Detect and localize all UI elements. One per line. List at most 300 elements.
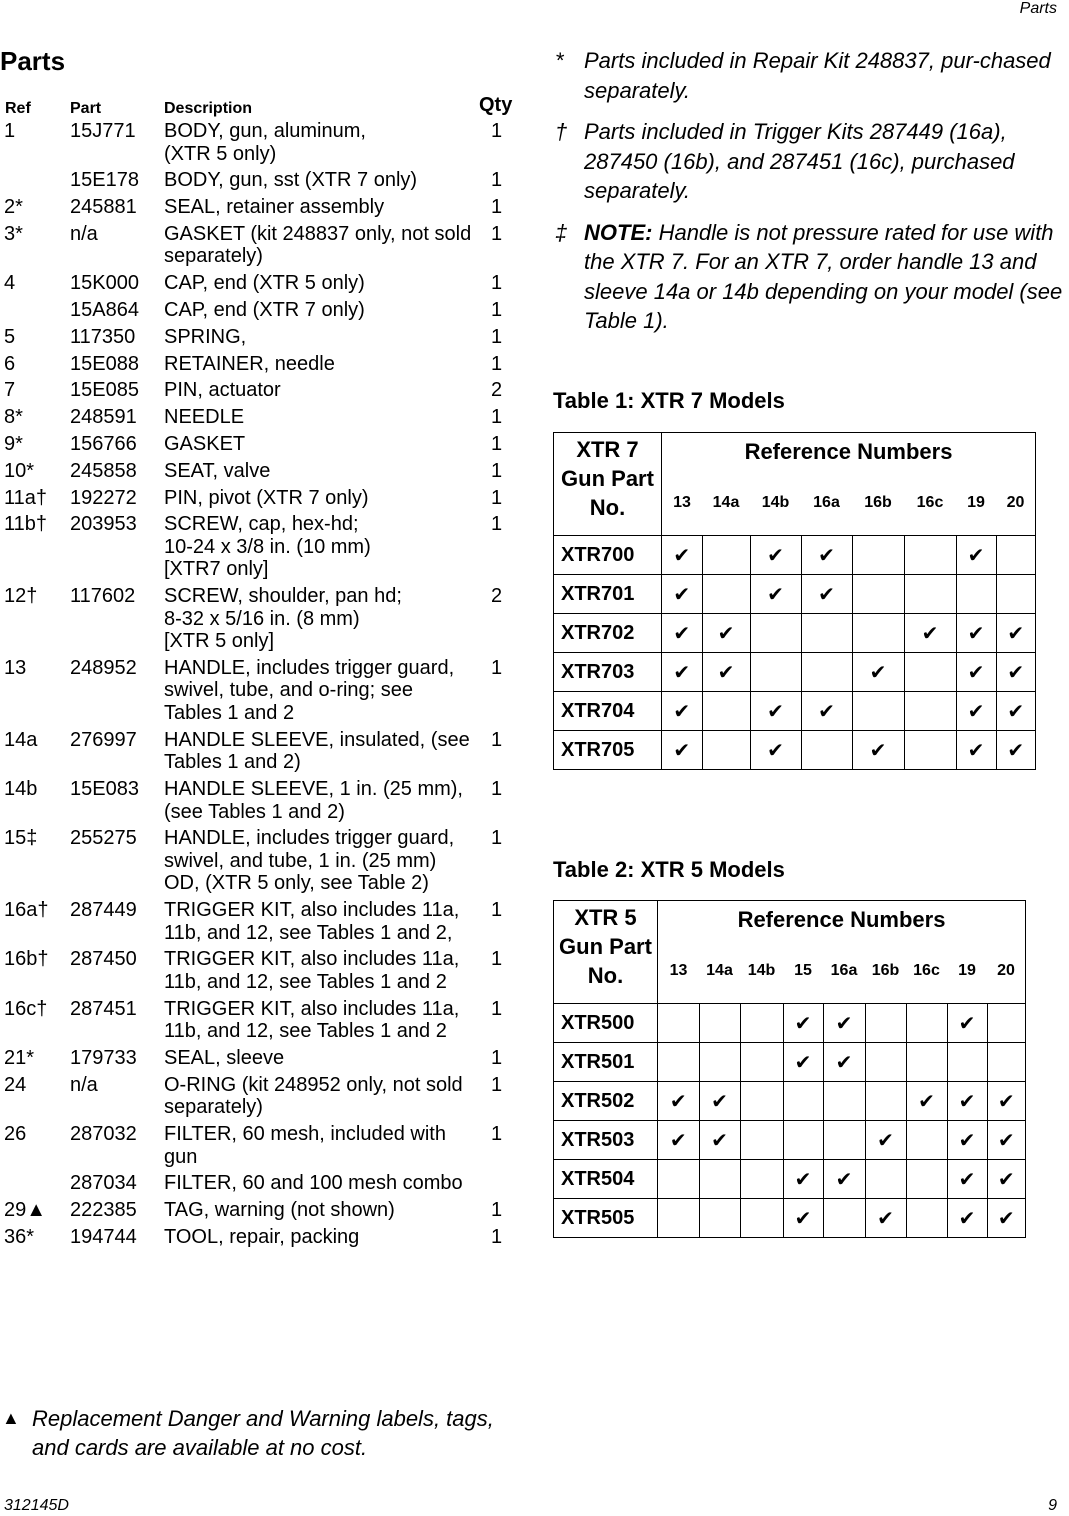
table-row	[554, 653, 1036, 692]
check-mark: ✔	[702, 614, 750, 653]
footnote-text: Parts included in Trigger Kits 287449 (16a), 287450 (16b), and 287451 (16c), purchased separately.	[584, 119, 1015, 203]
part-number: n/a	[70, 1073, 98, 1096]
column-header-part: Part	[70, 100, 102, 117]
check-mark	[740, 1121, 783, 1160]
part-ref: 26	[4, 1123, 27, 1146]
table-header-row	[554, 901, 1026, 940]
check-mark: ✔	[956, 731, 996, 770]
part-ref: 5	[4, 325, 16, 348]
parts-row	[0, 169, 520, 196]
parts-row	[0, 379, 520, 406]
part-number: 245858	[70, 459, 137, 482]
part-number: 287450	[70, 948, 137, 971]
part-qty: 1	[491, 120, 503, 142]
column-header: 19	[947, 939, 987, 1004]
check-mark	[823, 1121, 865, 1160]
document-number: 312145D	[4, 1497, 69, 1514]
part-number: 248952	[70, 656, 137, 679]
column-header: 14a	[702, 471, 750, 536]
check-mark	[699, 1004, 740, 1043]
part-ref: 36*	[4, 1226, 35, 1249]
part-number: n/a	[70, 222, 98, 245]
check-mark	[702, 731, 750, 770]
part-qty: 1	[491, 486, 503, 509]
part-description: RETAINER, needle	[164, 352, 335, 375]
part-ref: 10*	[4, 459, 35, 482]
part-number: 117602	[70, 585, 136, 608]
part-qty: 1	[491, 1226, 503, 1249]
reference-numbers-header: Reference Numbers	[662, 433, 1036, 472]
table-row	[554, 1004, 1026, 1043]
part-number: 15E088	[70, 352, 139, 375]
part-description: FILTER, 60 mesh, included with gun	[164, 1123, 446, 1168]
model-number: XTR503	[554, 1121, 658, 1160]
table1-title: Table 1: XTR 7 Models	[553, 388, 785, 413]
check-mark: ✔	[662, 536, 703, 575]
check-mark	[947, 1043, 987, 1082]
part-number: 276997	[70, 728, 137, 751]
check-mark	[740, 1199, 783, 1238]
check-mark	[740, 1082, 783, 1121]
check-mark: ✔	[750, 731, 801, 770]
check-mark	[865, 1004, 906, 1043]
check-mark: ✔	[662, 653, 703, 692]
part-ref: 12†	[4, 585, 38, 608]
model-number: XTR502	[554, 1082, 658, 1121]
check-mark: ✔	[823, 1160, 865, 1199]
check-mark: ✔	[996, 731, 1036, 770]
check-mark: ✔	[996, 692, 1036, 731]
column-header: 16c	[904, 471, 956, 536]
check-mark: ✔	[750, 575, 801, 614]
column-header-ref: Ref	[5, 100, 31, 117]
part-qty: 1	[491, 298, 503, 321]
part-description: HANDLE, includes trigger guard, swivel, tube, and o-ring; see Tables 1 and 2	[164, 656, 455, 724]
footnote-repair-kit	[555, 46, 1067, 105]
part-description: FILTER, 60 and 100 mesh combo	[164, 1172, 463, 1195]
check-mark: ✔	[852, 731, 904, 770]
page-number: 9	[1048, 1497, 1057, 1514]
column-header: 15	[783, 939, 823, 1004]
check-mark: ✔	[947, 1082, 987, 1121]
check-mark	[904, 536, 956, 575]
part-description: TOOL, repair, packing	[164, 1226, 360, 1249]
part-number: 15J771	[70, 120, 136, 142]
part-ref: 24	[4, 1073, 27, 1096]
check-mark: ✔	[662, 731, 703, 770]
parts-row	[0, 998, 520, 1047]
parts-list-header	[0, 92, 520, 120]
part-number: 203953	[70, 513, 137, 536]
check-mark: ✔	[823, 1043, 865, 1082]
part-ref: 21*	[4, 1047, 35, 1070]
check-mark: ✔	[750, 536, 801, 575]
replacement-labels-note-text: Replacement Danger and Warning labels, tags, and cards are available at no cost.	[32, 1406, 494, 1460]
parts-row	[0, 353, 520, 380]
parts-list-body	[0, 120, 520, 1253]
check-mark	[904, 692, 956, 731]
parts-row	[0, 948, 520, 997]
footnote-text: Handle is not pressure rated for use with the XTR 7. For an XTR 7, order handle 13 and sleeve 14a or 14b depending on your model (see Table 1).	[584, 219, 1063, 333]
part-ref: 14a	[4, 728, 38, 751]
model-number: XTR705	[554, 731, 662, 770]
check-mark: ✔	[906, 1082, 947, 1121]
part-number: 287451	[70, 997, 137, 1020]
column-header-qty: Qty	[479, 94, 513, 116]
check-mark	[956, 575, 996, 614]
check-mark	[658, 1199, 700, 1238]
part-qty: 1	[491, 997, 503, 1020]
running-head: Parts	[1019, 0, 1057, 17]
parts-row	[0, 1123, 520, 1172]
check-mark: ✔	[658, 1121, 700, 1160]
column-header: 16b	[865, 939, 906, 1004]
part-number: 287449	[70, 899, 137, 922]
model-number: XTR501	[554, 1043, 658, 1082]
parts-row	[0, 487, 520, 514]
check-mark: ✔	[947, 1121, 987, 1160]
parts-list	[0, 92, 520, 1253]
check-mark	[906, 1043, 947, 1082]
part-number: 15A864	[70, 298, 139, 321]
table-corner-header: XTR 5 Gun Part No.	[554, 901, 658, 1004]
check-mark: ✔	[987, 1082, 1026, 1121]
check-mark: ✔	[947, 1004, 987, 1043]
part-ref: 4	[4, 272, 16, 295]
check-mark: ✔	[699, 1082, 740, 1121]
column-header: 13	[662, 471, 703, 536]
check-mark	[658, 1004, 700, 1043]
check-mark: ✔	[783, 1160, 823, 1199]
check-mark	[740, 1043, 783, 1082]
check-mark	[702, 536, 750, 575]
check-mark	[906, 1121, 947, 1160]
column-header: 20	[996, 471, 1036, 536]
part-description: HANDLE SLEEVE, 1 in. (25 mm), (see Tables 1 and 2)	[164, 778, 463, 823]
check-mark	[783, 1121, 823, 1160]
part-description: SCREW, cap, hex-hd; 10-24 x 3/8 in. (10 mm) [XTR7 only]	[164, 513, 371, 581]
parts-row	[0, 657, 520, 729]
check-mark	[750, 614, 801, 653]
part-qty: 1	[491, 778, 503, 801]
warning-triangle-icon: ▲	[2, 1408, 20, 1428]
check-mark	[987, 1004, 1026, 1043]
column-header: 14a	[699, 939, 740, 1004]
model-number: XTR703	[554, 653, 662, 692]
check-mark	[852, 692, 904, 731]
check-mark	[865, 1082, 906, 1121]
part-description: TAG, warning (not shown)	[164, 1199, 395, 1222]
part-description: CAP, end (XTR 5 only)	[164, 272, 365, 295]
part-description: SEAT, valve	[164, 459, 271, 482]
check-mark	[699, 1199, 740, 1238]
parts-row	[0, 1074, 520, 1123]
model-number: XTR704	[554, 692, 662, 731]
table-header-row	[554, 433, 1036, 472]
part-number: 179733	[70, 1047, 137, 1070]
model-number: XTR505	[554, 1199, 658, 1238]
part-ref: 3*	[4, 222, 23, 245]
check-mark: ✔	[956, 653, 996, 692]
column-header: 16b	[852, 471, 904, 536]
check-mark	[702, 692, 750, 731]
table-row	[554, 731, 1036, 770]
column-header: 14b	[740, 939, 783, 1004]
parts-row	[0, 272, 520, 299]
replacement-labels-note	[2, 1404, 502, 1462]
check-mark	[740, 1004, 783, 1043]
check-mark	[823, 1082, 865, 1121]
column-header-description: Description	[164, 100, 253, 117]
parts-row	[0, 1199, 520, 1226]
check-mark	[996, 575, 1036, 614]
parts-row	[0, 1047, 520, 1074]
check-mark: ✔	[852, 653, 904, 692]
check-mark	[750, 653, 801, 692]
model-number: XTR701	[554, 575, 662, 614]
part-number: 255275	[70, 827, 137, 850]
model-number: XTR700	[554, 536, 662, 575]
part-number: 248591	[70, 406, 137, 429]
check-mark	[702, 575, 750, 614]
check-mark	[865, 1043, 906, 1082]
part-qty: 1	[491, 656, 503, 679]
check-mark	[852, 614, 904, 653]
check-mark: ✔	[783, 1199, 823, 1238]
part-description: HANDLE SLEEVE, insulated, (see Tables 1 and 2)	[164, 728, 470, 774]
model-number: XTR702	[554, 614, 662, 653]
part-number: 15E178	[70, 169, 139, 192]
parts-row	[0, 406, 520, 433]
part-number: 156766	[70, 432, 137, 455]
part-number: 117350	[70, 325, 136, 348]
part-description: PIN, pivot (XTR 7 only)	[164, 486, 369, 509]
page-title: Parts	[0, 46, 66, 76]
parts-row	[0, 899, 520, 948]
check-mark: ✔	[699, 1121, 740, 1160]
footnote-symbol: †	[555, 119, 568, 144]
check-mark	[904, 731, 956, 770]
parts-row	[0, 513, 520, 585]
part-description: NEEDLE	[164, 406, 245, 429]
table-row	[554, 692, 1036, 731]
table-row	[554, 1199, 1026, 1238]
part-ref: 7	[4, 379, 16, 402]
part-description: PIN, actuator	[164, 379, 281, 402]
check-mark	[783, 1082, 823, 1121]
part-qty: 1	[491, 352, 503, 375]
table-row	[554, 1121, 1026, 1160]
column-header: 16a	[801, 471, 852, 536]
footnote-handle-note	[555, 218, 1067, 336]
check-mark	[658, 1160, 700, 1199]
check-mark	[852, 536, 904, 575]
part-description: HANDLE, includes trigger guard, swivel, and tube, 1 in. (25 mm) OD, (XTR 5 only, see Table 2)	[164, 827, 455, 895]
parts-row	[0, 120, 520, 169]
part-description: O-RING (kit 248952 only, not sold separately)	[164, 1073, 463, 1119]
part-qty: 1	[491, 1047, 503, 1070]
check-mark: ✔	[947, 1199, 987, 1238]
parts-row	[0, 585, 520, 657]
check-mark: ✔	[956, 692, 996, 731]
parts-row	[0, 778, 520, 827]
check-mark	[906, 1004, 947, 1043]
table-row	[554, 1082, 1026, 1121]
part-description: SCREW, shoulder, pan hd; 8-32 x 5/16 in. (8 mm) [XTR 5 only]	[164, 585, 402, 653]
check-mark	[801, 614, 852, 653]
part-number: 15E085	[70, 379, 139, 402]
part-qty: 1	[491, 948, 503, 971]
check-mark: ✔	[801, 575, 852, 614]
check-mark	[906, 1199, 947, 1238]
part-qty: 1	[491, 1073, 503, 1096]
check-mark	[740, 1160, 783, 1199]
part-qty: 1	[491, 196, 503, 219]
check-mark: ✔	[783, 1004, 823, 1043]
part-description: CAP, end (XTR 7 only)	[164, 298, 365, 321]
part-qty: 2	[491, 379, 503, 402]
part-ref: 1	[4, 120, 16, 142]
check-mark: ✔	[662, 575, 703, 614]
part-qty: 1	[491, 899, 503, 922]
part-qty: 1	[491, 432, 503, 455]
column-header: 19	[956, 471, 996, 536]
reference-numbers-header: Reference Numbers	[658, 901, 1026, 940]
check-mark: ✔	[865, 1121, 906, 1160]
check-mark	[904, 575, 956, 614]
table2-xtr5-models	[553, 900, 1026, 1238]
part-ref: 29▲	[4, 1199, 47, 1222]
parts-row	[0, 460, 520, 487]
table1-xtr7-models	[553, 432, 1036, 770]
part-description: BODY, gun, aluminum, (XTR 5 only)	[164, 120, 366, 165]
part-ref: 16b†	[4, 948, 49, 971]
part-ref: 11a†	[4, 486, 48, 509]
check-mark: ✔	[783, 1043, 823, 1082]
check-mark: ✔	[987, 1121, 1026, 1160]
parts-row	[0, 729, 520, 778]
check-mark	[801, 653, 852, 692]
part-qty: 2	[491, 585, 503, 608]
check-mark: ✔	[956, 536, 996, 575]
check-mark: ✔	[658, 1082, 700, 1121]
part-qty: 1	[491, 169, 503, 192]
table-row	[554, 575, 1036, 614]
column-header: 14b	[750, 471, 801, 536]
part-description: SPRING,	[164, 325, 247, 348]
part-number: 192272	[70, 486, 137, 509]
check-mark: ✔	[865, 1199, 906, 1238]
part-number: 194744	[70, 1226, 137, 1249]
part-description: BODY, gun, sst (XTR 7 only)	[164, 169, 418, 192]
check-mark: ✔	[662, 614, 703, 653]
part-description: TRIGGER KIT, also includes 11a, 11b, and 12, see Tables 1 and 2,	[164, 899, 460, 944]
part-ref: 8*	[4, 406, 23, 429]
part-ref: 15‡	[4, 827, 38, 850]
check-mark: ✔	[904, 614, 956, 653]
part-description: GASKET (kit 248837 only, not sold separately)	[164, 222, 472, 268]
part-qty: 1	[491, 728, 503, 751]
check-mark	[865, 1160, 906, 1199]
part-description: TRIGGER KIT, also includes 11a, 11b, and 12, see Tables 1 and 2	[164, 948, 460, 993]
model-number: XTR504	[554, 1160, 658, 1199]
footnote-symbol: *	[555, 48, 564, 73]
part-number: 15E083	[70, 778, 139, 801]
parts-row	[0, 326, 520, 353]
check-mark: ✔	[956, 614, 996, 653]
check-mark: ✔	[823, 1004, 865, 1043]
column-header: 20	[987, 939, 1026, 1004]
check-mark	[996, 536, 1036, 575]
part-ref: 6	[4, 352, 16, 375]
part-ref: 13	[4, 656, 27, 679]
check-mark	[699, 1160, 740, 1199]
parts-row	[0, 196, 520, 223]
parts-row	[0, 299, 520, 326]
model-number: XTR500	[554, 1004, 658, 1043]
part-description: SEAL, retainer assembly	[164, 196, 385, 219]
column-header: 16c	[906, 939, 947, 1004]
part-description: TRIGGER KIT, also includes 11a, 11b, and 12, see Tables 1 and 2	[164, 997, 460, 1043]
part-ref: 14b	[4, 778, 38, 801]
part-qty: 1	[491, 827, 503, 850]
check-mark: ✔	[996, 614, 1036, 653]
part-number: 287032	[70, 1123, 137, 1146]
part-ref: 9*	[4, 432, 23, 455]
check-mark: ✔	[801, 536, 852, 575]
part-number: 287034	[70, 1172, 137, 1195]
part-ref: 16c†	[4, 997, 48, 1020]
part-qty: 1	[491, 1199, 503, 1222]
part-qty: 1	[491, 459, 503, 482]
check-mark: ✔	[750, 692, 801, 731]
footnote-symbol: ‡	[555, 219, 568, 245]
check-mark	[699, 1043, 740, 1082]
part-description: GASKET	[164, 432, 246, 455]
check-mark: ✔	[947, 1160, 987, 1199]
check-mark	[801, 731, 852, 770]
check-mark: ✔	[987, 1160, 1026, 1199]
check-mark: ✔	[801, 692, 852, 731]
check-mark	[904, 653, 956, 692]
parts-row	[0, 1226, 520, 1253]
parts-row	[0, 827, 520, 899]
part-ref: 16a†	[4, 899, 49, 922]
footnote-trigger-kits	[555, 117, 1067, 206]
column-header: 16a	[823, 939, 865, 1004]
part-number: 222385	[70, 1199, 137, 1222]
check-mark	[658, 1043, 700, 1082]
check-mark	[852, 575, 904, 614]
parts-row	[0, 1172, 520, 1199]
table-corner-header: XTR 7 Gun Part No.	[554, 433, 662, 536]
check-mark	[906, 1160, 947, 1199]
check-mark: ✔	[702, 653, 750, 692]
footnotes	[555, 46, 1067, 348]
part-description: SEAL, sleeve	[164, 1047, 285, 1070]
table-row	[554, 614, 1036, 653]
part-ref: 11b†	[4, 513, 48, 536]
parts-row	[0, 223, 520, 272]
part-number: 15K000	[70, 272, 139, 295]
check-mark	[987, 1043, 1026, 1082]
check-mark: ✔	[996, 653, 1036, 692]
part-qty: 1	[491, 1123, 503, 1146]
part-number: 245881	[70, 196, 137, 219]
part-qty: 1	[491, 406, 503, 429]
part-ref: 2*	[4, 196, 23, 219]
part-qty: 1	[491, 272, 503, 295]
